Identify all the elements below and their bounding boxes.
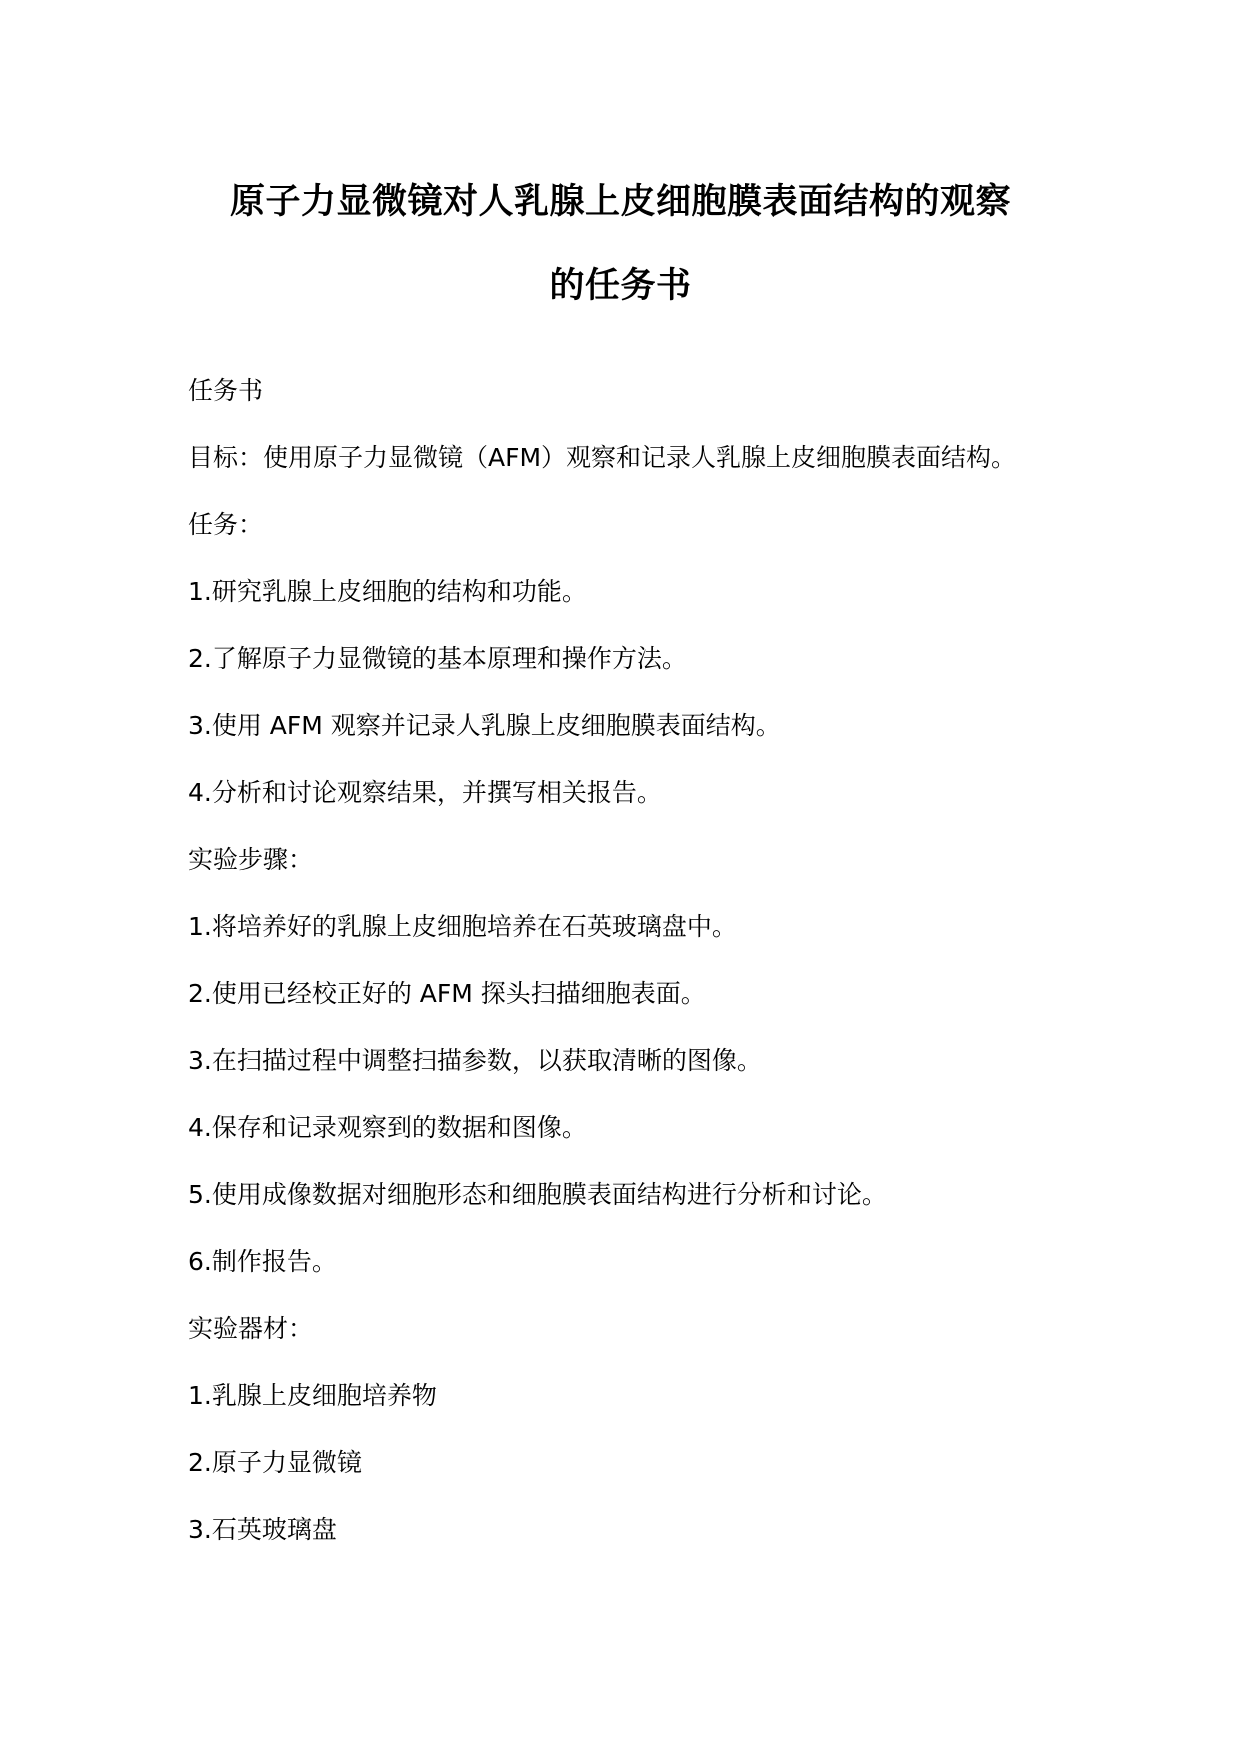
- document-title-line-2: 的任务书: [549, 266, 692, 306]
- task-item-2: 2.了解原子力显微镜的基本原理和操作方法。: [188, 644, 687, 673]
- equipment-item-1: 1.乳腺上皮细胞培养物: [188, 1381, 437, 1410]
- section-heading-equipment: 实验器材：: [188, 1314, 314, 1343]
- task-item-4: 4.分析和讨论观察结果，并撰写相关报告。: [188, 778, 662, 807]
- procedure-step-1: 1.将培养好的乳腺上皮细胞培养在石英玻璃盘中。: [188, 912, 737, 941]
- objective-paragraph: 目标：使用原子力显微镜（AFM）观察和记录人乳腺上皮细胞膜表面结构。: [188, 443, 1017, 472]
- procedure-step-5: 5.使用成像数据对细胞形态和细胞膜表面结构进行分析和讨论。: [188, 1180, 887, 1209]
- procedure-step-6: 6.制作报告。: [188, 1247, 337, 1276]
- equipment-item-3: 3.石英玻璃盘: [188, 1515, 337, 1544]
- document-body: [188, 376, 1088, 1582]
- section-heading-task-book: 任务书: [188, 376, 264, 405]
- equipment-item-2: 2.原子力显微镜: [188, 1448, 362, 1477]
- procedure-step-4: 4.保存和记录观察到的数据和图像。: [188, 1113, 587, 1142]
- document-title-line-1: 原子力显微镜对人乳腺上皮细胞膜表面结构的观察: [229, 182, 1011, 222]
- section-heading-tasks: 任务：: [188, 510, 264, 539]
- procedure-step-3: 3.在扫描过程中调整扫描参数，以获取清晰的图像。: [188, 1046, 762, 1075]
- procedure-step-2: 2.使用已经校正好的 AFM 探头扫描细胞表面。: [188, 979, 706, 1008]
- section-heading-procedure: 实验步骤：: [188, 845, 314, 874]
- task-item-1: 1.研究乳腺上皮细胞的结构和功能。: [188, 577, 587, 606]
- task-item-3: 3.使用 AFM 观察并记录人乳腺上皮细胞膜表面结构。: [188, 711, 781, 740]
